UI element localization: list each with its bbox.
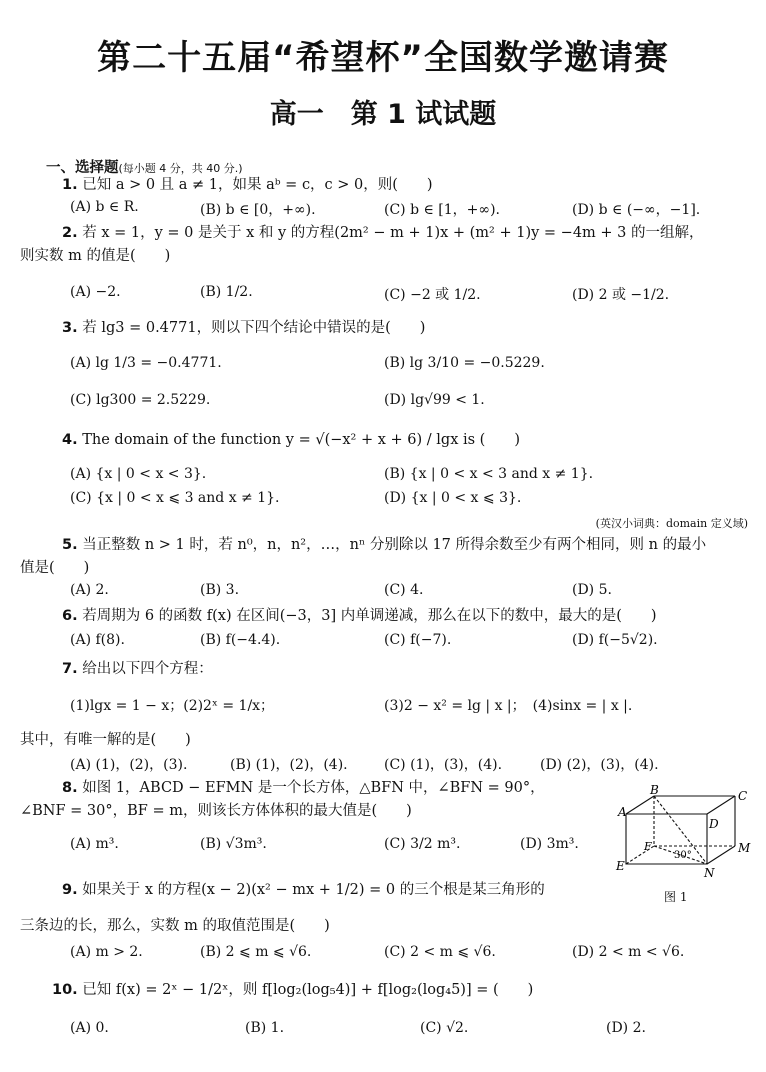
label-b: B xyxy=(650,784,659,797)
q7-equations-3-4: (3)2 − x² = lg | x |； (4)sinx = | x |. xyxy=(384,698,633,714)
q9-option-b: (B) 2 ⩽ m ⩽ √6. xyxy=(200,944,312,960)
q2-option-d: (D) 2 或 −1/2. xyxy=(572,287,670,303)
label-a: A xyxy=(618,805,627,819)
q9-option-a: (A) m > 2. xyxy=(70,944,143,960)
question-8-cont: ∠BNF = 30°，BF = m，则该长方体体积的最大值是( ) xyxy=(20,803,412,819)
question-8: 8. 如图 1，ABCD − EFMN 是一个长方体，△BFN 中，∠BFN = 90°， xyxy=(62,780,545,796)
section-title: 一、选择题 xyxy=(46,160,119,176)
question-7-cont: 其中，有唯一解的是( ) xyxy=(20,732,191,748)
q1-option-c: (C) b ∈ [1，+∞). xyxy=(384,202,500,218)
label-e: E xyxy=(616,859,625,873)
label-c: C xyxy=(738,789,748,803)
q9-option-c: (C) 2 < m ⩽ √6. xyxy=(384,944,496,960)
question-3: 3. 若 lg3 = 0.4771，则以下四个结论中错误的是( ) xyxy=(62,320,426,336)
q8-option-a: (A) m³. xyxy=(70,836,119,852)
q1-option-d: (D) b ∈ (−∞，−1]. xyxy=(572,202,701,218)
q8-option-c: (C) 3/2 m³. xyxy=(384,836,461,852)
q4-option-b: (B) {x | 0 < x < 3 and x ≠ 1}. xyxy=(384,466,594,482)
q10-option-b: (B) 1. xyxy=(245,1020,285,1036)
q3-option-a: (A) lg 1/3 = −0.4771. xyxy=(70,355,222,371)
q6-option-c: (C) f(−7). xyxy=(384,632,452,648)
page-subtitle: 高一 第 1 试试题 xyxy=(269,99,497,130)
q4-option-c: (C) {x | 0 < x ⩽ 3 and x ≠ 1}. xyxy=(70,490,280,506)
q10-option-d: (D) 2. xyxy=(606,1020,646,1036)
question-5: 5. 当正整数 n > 1 时，若 n⁰，n，n²，…，nⁿ 分别除以 17 所得余数至少有两个相同，则 n 的最小 xyxy=(62,537,707,553)
question-6: 6. 若周期为 6 的函数 f(x) 在区间(−3，3] 内单调递减，那么在以下的数中，最大的是( ) xyxy=(62,608,657,624)
q8-option-b: (B) √3m³. xyxy=(200,836,267,852)
label-d: D xyxy=(709,817,719,831)
question-5-cont: 值是( ) xyxy=(20,560,90,576)
question-4: 4. The domain of the function y = √(−x² + x + 6) / lgx is ( ) xyxy=(62,432,520,448)
question-7: 7. 给出以下四个方程： xyxy=(62,661,213,677)
q4-option-d: (D) {x | 0 < x ⩽ 3}. xyxy=(384,490,522,506)
q5-option-c: (C) 4. xyxy=(384,582,424,598)
q9-option-d: (D) 2 < m < √6. xyxy=(572,944,685,960)
q1-option-a: (A) b ∈ R. xyxy=(70,199,139,215)
question-2-cont: 则实数 m 的值是( ) xyxy=(20,248,171,264)
q6-option-b: (B) f(−4.4). xyxy=(200,632,281,648)
q2-option-c: (C) −2 或 1/2. xyxy=(384,287,481,303)
question-9-cont: 三条边的长，那么，实数 m 的取值范围是( ) xyxy=(20,918,330,934)
q7-option-d: (D) (2)，(3)，(4). xyxy=(540,757,659,773)
section-heading xyxy=(46,156,243,177)
question-2: 2. 若 x = 1，y = 0 是关于 x 和 y 的方程(2m² − m + 1)x + (m² + 1)y = −4m + 3 的一组解， xyxy=(62,225,704,241)
q2-option-b: (B) 1/2. xyxy=(200,284,253,300)
q7-option-b: (B) (1)，(2)，(4). xyxy=(230,757,348,773)
question-1: 1. 已知 a > 0 且 a ≠ 1，如果 aᵇ = c，c > 0，则( ) xyxy=(62,177,433,193)
label-n: N xyxy=(704,866,715,880)
angle-label: 30° xyxy=(674,850,692,861)
q8-option-d: (D) 3m³. xyxy=(520,836,579,852)
figure-caption: 图 1 xyxy=(664,890,688,904)
q7-option-c: (C) (1)，(3)，(4). xyxy=(384,757,503,773)
q4-option-a: (A) {x | 0 < x < 3}. xyxy=(70,466,207,482)
q3-option-d: (D) lg√99 < 1. xyxy=(384,392,485,408)
figure-1-cuboid xyxy=(612,784,758,884)
q2-option-a: (A) −2. xyxy=(70,284,121,300)
q10-option-a: (A) 0. xyxy=(70,1020,109,1036)
section-note: (每小题 4 分，共 40 分.) xyxy=(118,162,243,175)
q1-option-b: (B) b ∈ [0，+∞). xyxy=(200,202,316,218)
question-10: 10. 已知 f(x) = 2ˣ − 1/2ˣ，则 f[log₂(log₅4)] + f[log₂(log₄5)] = ( ) xyxy=(52,982,534,998)
q5-option-a: (A) 2. xyxy=(70,582,109,598)
q7-equations-1-2: (1)lgx = 1 − x；(2)2ˣ = 1/x； xyxy=(70,698,275,714)
q5-option-b: (B) 3. xyxy=(200,582,240,598)
q5-option-d: (D) 5. xyxy=(572,582,612,598)
page-title: 第二十五届“希望杯”全国数学邀请赛 xyxy=(97,38,669,78)
q6-option-d: (D) f(−5√2). xyxy=(572,632,658,648)
q4-footnote: (英汉小词典：domain 定义域) xyxy=(595,517,748,530)
q6-option-a: (A) f(8). xyxy=(70,632,125,648)
label-m: M xyxy=(738,841,751,855)
q10-option-c: (C) √2. xyxy=(420,1020,469,1036)
question-9: 9. 如果关于 x 的方程(x − 2)(x² − mx + 1/2) = 0 的三个根是某三角形的 xyxy=(62,882,545,898)
q3-option-b: (B) lg 3/10 = −0.5229. xyxy=(384,355,545,371)
q7-option-a: (A) (1)，(2)，(3). xyxy=(70,757,188,773)
label-f: F xyxy=(644,840,652,853)
q3-option-c: (C) lg300 = 2.5229. xyxy=(70,392,211,408)
